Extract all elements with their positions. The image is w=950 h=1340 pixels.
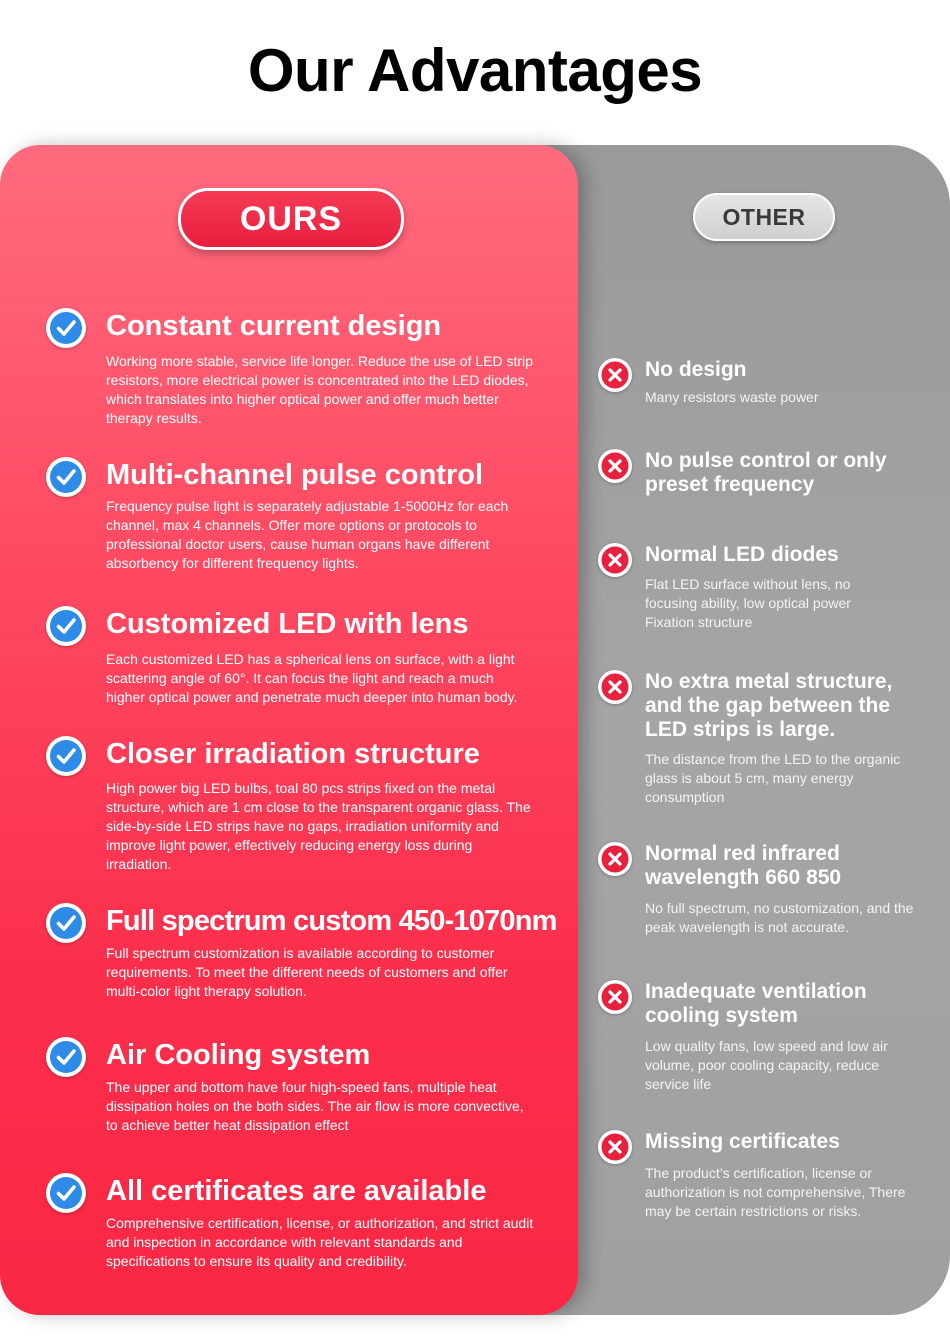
check-icon xyxy=(46,736,86,776)
ours-heading: All certificates are available xyxy=(106,1175,487,1207)
ours-heading: Constant current design xyxy=(106,310,442,342)
check-icon xyxy=(46,1173,86,1213)
ours-heading: Air Cooling system xyxy=(106,1039,371,1071)
close-icon xyxy=(598,543,632,577)
other-description: Many resistors waste power xyxy=(645,389,819,405)
ours-description: Frequency pulse light is separately adjustable 1-5000Hz for each channel, max 4 channels. Offer more options or protocols to professional doctor users, cause human organs have different absorbency for different frequency lights. xyxy=(106,498,509,571)
other-description: The distance from the LED to the organic glass is about 5 cm, many energy consumption xyxy=(645,751,901,805)
other-heading: Normal red infrared wavelength 660 850 xyxy=(645,842,842,889)
close-icon xyxy=(598,449,632,483)
close-icon xyxy=(598,842,632,876)
ours-heading: Customized LED with lens xyxy=(106,608,469,640)
ours-heading: Full spectrum custom 450-1070nm xyxy=(106,905,557,937)
check-icon xyxy=(46,903,86,943)
check-icon xyxy=(46,308,86,348)
other-heading: Inadequate ventilation cooling system xyxy=(645,980,867,1027)
close-icon xyxy=(598,670,632,704)
ours-heading: Closer irradiation structure xyxy=(106,738,480,770)
ours-description: High power big LED bulbs, toal 80 pcs strips fixed on the metal structure, which are 1 cm close to the transparent organic glass. The side-by-side LED strips have no gaps, irradiation uniformity and improve light power, effectively reducing energy loss during irradiation. xyxy=(106,780,531,872)
other-description: Low quality fans, low speed and low air volume, poor cooling capacity, reduce service life xyxy=(645,1038,888,1092)
other-heading: No extra metal structure, and the gap between the LED strips is large. xyxy=(645,670,893,741)
other-description: No full spectrum, no customization, and the peak wavelength is not accurate. xyxy=(645,900,914,935)
ours-description: Each customized LED has a spherical lens on surface, with a light scattering angle of 60°. It can focus the light and reach a much higher optical power and penetrate much deeper into human body. xyxy=(106,651,518,705)
ours-description: Full spectrum customization is available according to customer requirements. To meet the different needs of customers and offer multi-color light therapy solution. xyxy=(106,945,508,999)
close-icon xyxy=(598,1130,632,1164)
other-heading: Normal LED diodes xyxy=(645,543,839,566)
other-heading: No design xyxy=(645,358,747,381)
ours-description: The upper and bottom have four high-speed fans, multiple heat dissipation holes on the both sides. The air flow is more convective, to achieve better heat dissipation effect xyxy=(106,1079,524,1133)
ours-description: Comprehensive certification, license, or authorization, and strict audit and inspection in accordance with relevant standards and specifications to ensure its quality and credibility. xyxy=(106,1215,534,1269)
page-title: Our Advantages xyxy=(247,37,703,104)
close-icon xyxy=(598,358,632,392)
check-icon xyxy=(46,1037,86,1077)
ours-heading: Multi-channel pulse control xyxy=(106,459,484,491)
other-heading: No pulse control or only preset frequency xyxy=(645,449,887,496)
other-description: The product’s certification, license or authorization is not comprehensive, There may be certain restrictions or risks. xyxy=(645,1165,906,1219)
other-description: Flat LED surface without lens, no focusing ability, low optical power Fixation structure xyxy=(645,576,851,630)
check-icon xyxy=(46,457,86,497)
check-icon xyxy=(46,606,86,646)
ours-badge: OURS xyxy=(178,188,404,250)
close-icon xyxy=(598,980,632,1014)
other-badge: OTHER xyxy=(693,193,835,241)
other-heading: Missing certificates xyxy=(645,1130,840,1153)
ours-description: Working more stable, service life longer. Reduce the use of LED strip resistors, more electrical power is concentrated into the LED diodes, which translates into higher optical power and offer much better therapy results. xyxy=(106,353,533,426)
